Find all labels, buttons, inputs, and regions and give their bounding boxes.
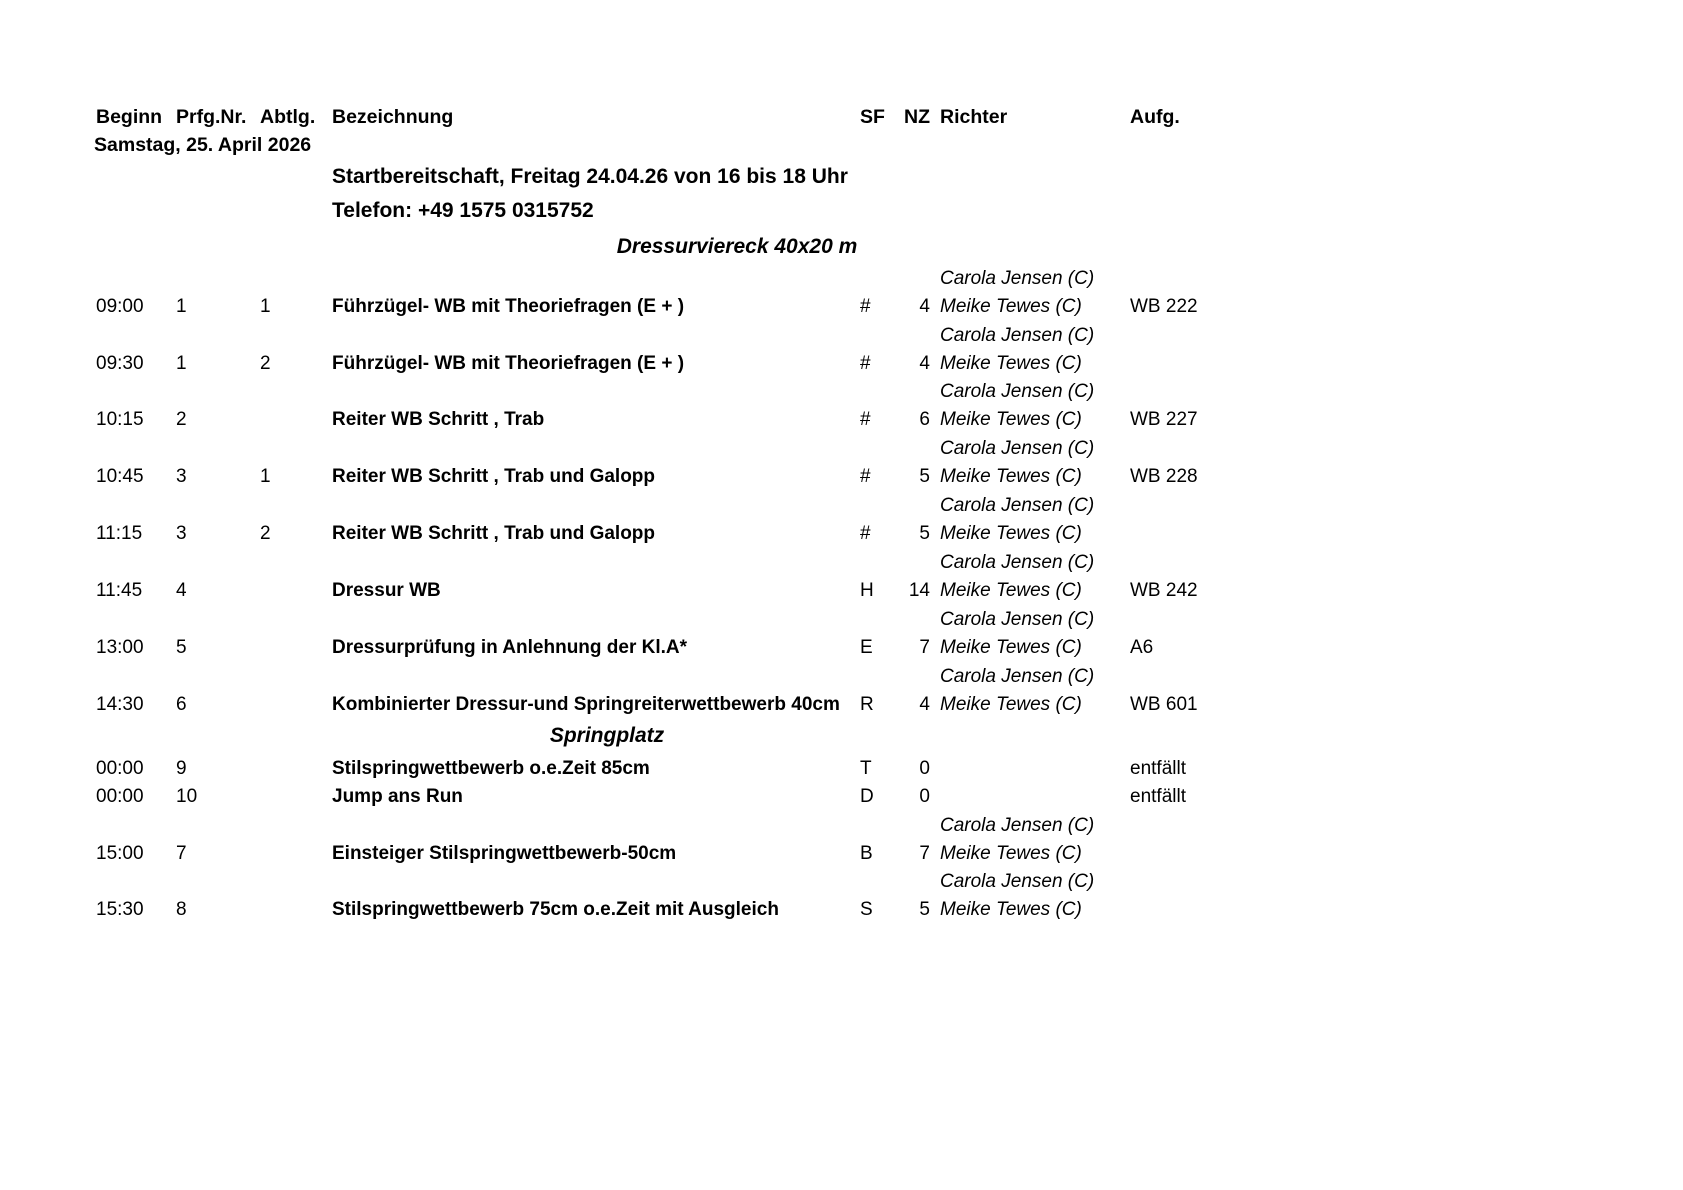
event-prfgnr: 3 <box>176 523 187 544</box>
schedule-date: Samstag, 25. April 2026 <box>94 134 312 156</box>
judge-line-primary <box>0 814 1683 838</box>
event-aufgabe: WB 242 <box>1130 580 1198 601</box>
event-row <box>0 636 1683 660</box>
event-nz: 0 <box>919 758 930 779</box>
event-row <box>0 693 1683 717</box>
judge-name: Carola Jensen (C) <box>940 381 1095 402</box>
event-sf: B <box>860 843 873 864</box>
event-abteilung: 2 <box>260 353 271 374</box>
column-header-aufg: Aufg. <box>1130 106 1180 128</box>
judge-name: Carola Jensen (C) <box>940 666 1095 687</box>
judge-line-primary <box>0 665 1683 689</box>
event-bezeichnung: Dressurprüfung in Anlehnung der Kl.A* <box>332 637 688 658</box>
event-start-time: 11:15 <box>96 523 143 544</box>
event-prfgnr: 1 <box>176 353 187 374</box>
event-sf: # <box>860 353 871 374</box>
date-header-row <box>0 132 1683 158</box>
event-nz: 4 <box>919 694 930 715</box>
event-prfgnr: 10 <box>176 786 198 807</box>
section-title-dressurviereck: Dressurviereck 40x20 m <box>616 235 858 258</box>
event-prfgnr: 5 <box>176 637 187 658</box>
event-sf: # <box>860 296 871 317</box>
judge-name: Meike Tewes (C) <box>940 409 1082 430</box>
event-nz: 5 <box>919 523 930 544</box>
event-nz: 5 <box>919 899 930 920</box>
section-title-springplatz: Springplatz <box>549 724 665 747</box>
judge-line-primary <box>0 324 1683 348</box>
event-prfgnr: 8 <box>176 899 187 920</box>
event-bezeichnung: Reiter WB Schritt , Trab und Galopp <box>332 466 656 487</box>
column-header-bezeichnung: Bezeichnung <box>332 106 454 128</box>
event-start-time: 11:45 <box>96 580 143 601</box>
event-bezeichnung: Führzügel- WB mit Theoriefragen (E + ) <box>332 353 685 374</box>
event-start-time: 09:30 <box>96 353 144 374</box>
event-start-time: 00:00 <box>96 758 144 779</box>
column-header-nz: NZ <box>904 106 930 128</box>
judge-name: Meike Tewes (C) <box>940 580 1082 601</box>
event-row <box>0 579 1683 603</box>
event-bezeichnung: Kombinierter Dressur-und Springreiterwettbewerb 40cm <box>332 694 840 715</box>
event-nz: 6 <box>919 409 930 430</box>
event-start-time: 00:00 <box>96 786 144 807</box>
event-bezeichnung: Reiter WB Schritt , Trab <box>332 409 545 430</box>
event-start-time: 14:30 <box>96 694 144 715</box>
event-row <box>0 522 1683 546</box>
event-start-time: 13:00 <box>96 637 144 658</box>
event-prfgnr: 4 <box>176 580 187 601</box>
judge-name: Meike Tewes (C) <box>940 523 1082 544</box>
judge-name: Meike Tewes (C) <box>940 353 1082 374</box>
event-aufgabe: entfällt <box>1130 758 1186 779</box>
event-sf: # <box>860 409 871 430</box>
event-abteilung: 2 <box>260 523 271 544</box>
judge-line-primary <box>0 551 1683 575</box>
telefon-info: Telefon: +49 1575 0315752 <box>332 199 594 222</box>
event-aufgabe: A6 <box>1130 637 1154 658</box>
event-nz: 4 <box>919 296 930 317</box>
column-header-beginn: Beginn <box>96 106 163 128</box>
event-prfgnr: 6 <box>176 694 187 715</box>
event-start-time: 15:30 <box>96 899 144 920</box>
event-row <box>0 408 1683 432</box>
event-row <box>0 757 1683 781</box>
event-prfgnr: 9 <box>176 758 187 779</box>
event-sf: # <box>860 466 871 487</box>
column-header-prfgnr: Prfg.Nr. <box>176 106 247 128</box>
event-sf: S <box>860 899 873 920</box>
event-nz: 4 <box>919 353 930 374</box>
judge-name: Carola Jensen (C) <box>940 609 1095 630</box>
column-header-abtlg: Abtlg. <box>260 106 316 128</box>
event-nz: 7 <box>919 637 930 658</box>
event-start-time: 10:15 <box>96 409 144 430</box>
event-nz: 0 <box>919 786 930 807</box>
judge-name: Carola Jensen (C) <box>940 268 1095 289</box>
event-nz: 14 <box>908 580 930 601</box>
event-bezeichnung: Stilspringwettbewerb 75cm o.e.Zeit mit Ausgleich <box>332 899 779 920</box>
judge-name: Meike Tewes (C) <box>940 637 1082 658</box>
event-bezeichnung: Dressur WB <box>332 580 441 601</box>
judge-name: Meike Tewes (C) <box>940 694 1082 715</box>
judge-line-primary <box>0 494 1683 518</box>
event-sf: # <box>860 523 871 544</box>
judge-name: Carola Jensen (C) <box>940 871 1095 892</box>
event-aufgabe: WB 227 <box>1130 409 1198 430</box>
event-prfgnr: 7 <box>176 843 187 864</box>
event-nz: 7 <box>919 843 930 864</box>
event-bezeichnung: Reiter WB Schritt , Trab und Galopp <box>332 523 656 544</box>
event-row <box>0 465 1683 489</box>
event-sf: H <box>860 580 874 601</box>
judge-line-primary <box>0 437 1683 461</box>
event-row <box>0 785 1683 809</box>
event-prfgnr: 3 <box>176 466 187 487</box>
event-row <box>0 898 1683 922</box>
event-prfgnr: 1 <box>176 296 187 317</box>
table-header-row <box>0 104 1683 130</box>
event-bezeichnung: Führzügel- WB mit Theoriefragen (E + ) <box>332 296 685 317</box>
event-start-time: 09:00 <box>96 296 144 317</box>
event-row <box>0 352 1683 376</box>
column-header-richter: Richter <box>940 106 1008 128</box>
event-aufgabe: entfällt <box>1130 786 1186 807</box>
column-header-sf: SF <box>860 106 885 128</box>
judge-line-primary <box>0 870 1683 894</box>
event-prfgnr: 2 <box>176 409 187 430</box>
judge-line-primary <box>0 380 1683 404</box>
event-aufgabe: WB 222 <box>1130 296 1198 317</box>
event-bezeichnung: Stilspringwettbewerb o.e.Zeit 85cm <box>332 758 650 779</box>
event-start-time: 10:45 <box>96 466 144 487</box>
judge-name: Meike Tewes (C) <box>940 899 1082 920</box>
judge-line-primary <box>0 608 1683 632</box>
event-sf: E <box>860 637 873 658</box>
event-bezeichnung: Jump ans Run <box>332 786 463 807</box>
judge-name: Carola Jensen (C) <box>940 815 1095 836</box>
event-row <box>0 295 1683 319</box>
judge-name: Carola Jensen (C) <box>940 552 1095 573</box>
event-sf: R <box>860 694 874 715</box>
event-aufgabe: WB 228 <box>1130 466 1198 487</box>
event-row <box>0 842 1683 866</box>
event-sf: D <box>860 786 874 807</box>
event-nz: 5 <box>919 466 930 487</box>
event-sf: T <box>860 758 872 779</box>
startbereitschaft-info: Startbereitschaft, Freitag 24.04.26 von 16 bis 18 Uhr <box>332 165 848 188</box>
event-aufgabe: WB 601 <box>1130 694 1198 715</box>
event-abteilung: 1 <box>260 466 271 487</box>
judge-name: Carola Jensen (C) <box>940 325 1095 346</box>
judge-name: Meike Tewes (C) <box>940 296 1082 317</box>
judge-name: Meike Tewes (C) <box>940 466 1082 487</box>
event-start-time: 15:00 <box>96 843 144 864</box>
judge-name: Carola Jensen (C) <box>940 438 1095 459</box>
judge-line-primary <box>0 267 1683 291</box>
judge-name: Meike Tewes (C) <box>940 843 1082 864</box>
judge-name: Carola Jensen (C) <box>940 495 1095 516</box>
event-abteilung: 1 <box>260 296 271 317</box>
event-bezeichnung: Einsteiger Stilspringwettbewerb-50cm <box>332 843 677 864</box>
